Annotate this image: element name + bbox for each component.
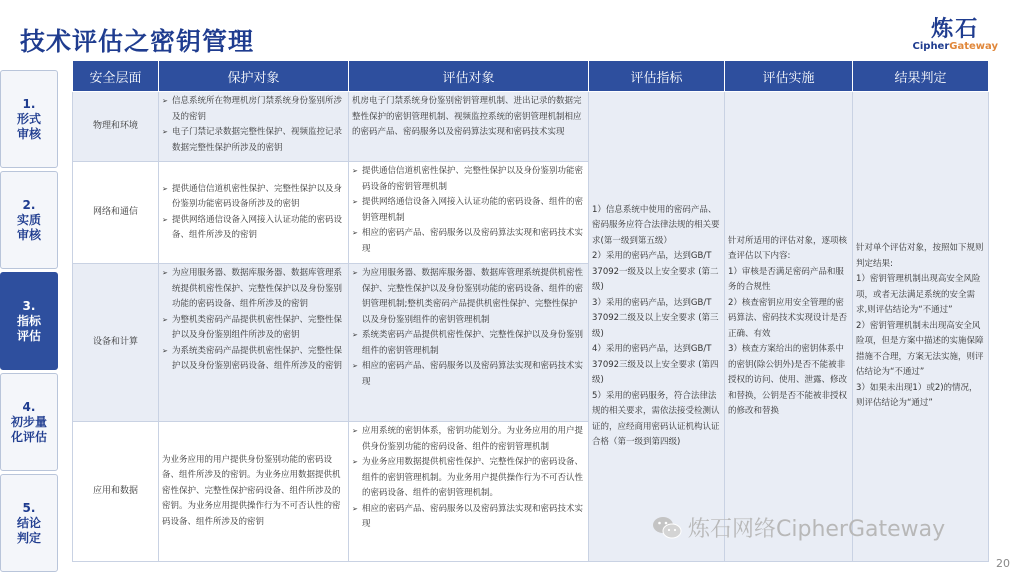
protect-cell: ➢ 为应用服务器、数据库服务器、数据库管理系统提供机密性保护、完整性保护以及身份鉴别功能的密码设备、组件所涉及的密钥 ➢ 为整机类密码产品提供机密性保护、完整性保护以及身份鉴别组件所涉及的密钥 ➢ 为系统类密码产品提供机密性保护、完整性保护以及身份鉴别密码设备、组件所涉及的密钥 [159, 264, 349, 422]
implementation-cell: 针对所适用的评估对象，逐项核查评估以下内容: 1）审核是否满足密码产品和服务的合规性 2）核查密钥应用安全管理的密码算法、密码技术实现设计是否正确、有效 3）核查方案给出的密钥体系中的密钥(除公钥外)是否不能被非授权的访问、使用、泄露、修改和替换，公钥是否不能被非授权的修改和替换 [725, 92, 853, 562]
key-management-table [72, 60, 989, 562]
table-row [73, 92, 989, 162]
step-nav [0, 70, 58, 575]
page-number: 20 [996, 557, 1010, 570]
protect-cell: ➢ 信息系统所在物理机房门禁系统身份鉴别所涉及的密钥 ➢ 电子门禁记录数据完整性保护、视频监控记录数据完整性保护所涉及的密钥 [159, 92, 349, 162]
judgement-cell: 针对单个评估对象，按照如下规则判定结果: 1）密钥管理机制出现高安全风险项，或者无法满足系统的安全需求,则评估结论为“不通过” 2）密钥管理机制未出现高安全风险项，但是方案中描述的实施保障措施不合理，方案无法实施，则评估结论为“不通过” 3）如果未出现1）或2)的情况，则评估结论为“通过” [853, 92, 989, 562]
company-logo [913, 12, 998, 52]
layer-cell: 物理和环境 [73, 92, 159, 162]
protect-cell: 为业务应用的用户提供身份鉴别功能的密码设备、组件所涉及的密钥。为业务应用数据提供机密性保护、完整性保护密码设备、组件所涉及的密钥。为业务应用提供操作行为不可否认性的密码设备、组件所涉及的密钥 [159, 422, 349, 562]
nav-item-2[interactable]: 2. 实质审核 [0, 171, 58, 269]
logo-en: CipherGateway [912, 41, 998, 52]
logo-cn: 炼石 [931, 17, 980, 42]
table-header-row [73, 61, 989, 92]
header-layer: 安全层面 [73, 61, 159, 92]
layer-cell: 应用和数据 [73, 422, 159, 562]
nav-item-3[interactable]: 3. 指标评估 [0, 272, 58, 370]
nav-item-1[interactable]: 1. 形式审核 [0, 70, 58, 168]
header-implementation: 评估实施 [725, 61, 853, 92]
wechat-icon [652, 515, 682, 541]
evaluate-cell: ➢ 应用系统的密钥体系，密钥功能划分。为业务应用的用户提供身份鉴别功能的密码设备、组件的密钥管理机制 ➢ 为业务应用数据提供机密性保护、完整性保护的密码设备、组件的密钥管理机制。为业务用户提供操作行为不可否认性的密码设备、组件的密钥管理机制。 ➢ 相应的密码产品、密码服务以及密码算法实现和密码技术实现 [349, 422, 589, 562]
header-indicator: 评估指标 [589, 61, 725, 92]
header-evaluate: 评估对象 [349, 61, 589, 92]
layer-cell: 网络和通信 [73, 162, 159, 264]
nav-item-4[interactable]: 4. 初步量化评估 [0, 373, 58, 471]
nav-item-5[interactable]: 5. 结论判定 [0, 474, 58, 572]
protect-cell: ➢ 提供通信信道机密性保护、完整性保护以及身份鉴别功能密码设备所涉及的密钥 ➢ 提供网络通信设备入网接入认证功能的密码设备、组件所涉及的密钥 [159, 162, 349, 264]
layer-cell: 设备和计算 [73, 264, 159, 422]
indicator-cell: 1）信息系统中使用的密码产品、密码服务应符合法律法规的相关要求(第一级到第五级） 2）采用的密码产品，达到GB/T 37092一级及以上安全要求 (第二级) 3）采用的密码产品，达到GB/T 37092二级及以上安全要求 (第三级) 4）采用的密码产品，达到GB/T 37092三级及以上安全要求 (第四级) 5）采用的密码服务，符合法律法规的相关要求，需依法接受检测认证的，应经商用密码认证机构认证合格（第一级到第四级) [589, 92, 725, 562]
watermark-text: 炼石网络CipherGateway [688, 517, 946, 542]
wechat-watermark [652, 512, 945, 543]
header-judgement: 结果判定 [853, 61, 989, 92]
header-protect: 保护对象 [159, 61, 349, 92]
evaluate-cell: 机房电子门禁系统身份鉴别密钥管理机制、进出记录的数据完整性保护的密钥管理机制、视频监控系统的密钥管理机制相应的密码产品、密码服务以及密码算法实现和密码技术实现 [349, 92, 589, 162]
evaluate-cell: ➢ 提供通信信道机密性保护、完整性保护以及身份鉴别功能密码设备的密钥管理机制 ➢ 提供网络通信设备入网接入认证功能的密码设备、组件的密钥管理机制 ➢ 相应的密码产品、密码服务以及密码算法实现和密码技术实现 [349, 162, 589, 264]
page-title: 技术评估之密钥管理 [20, 27, 255, 56]
evaluate-cell: ➢ 为应用服务器、数据库服务器、数据库管理系统提供机密性保护、完整性保护以及身份鉴别功能的密码设备、组件的密钥管理机制;整机类密码产品提供机密性保护、完整性保护以及身份鉴别组件的密钥管理机制 ➢ 系统类密码产品提供机密性保护、完整性保护以及身份鉴别组件的密钥管理机制 ➢ 相应的密码产品、密码服务以及密码算法实现和密码技术实现 [349, 264, 589, 422]
